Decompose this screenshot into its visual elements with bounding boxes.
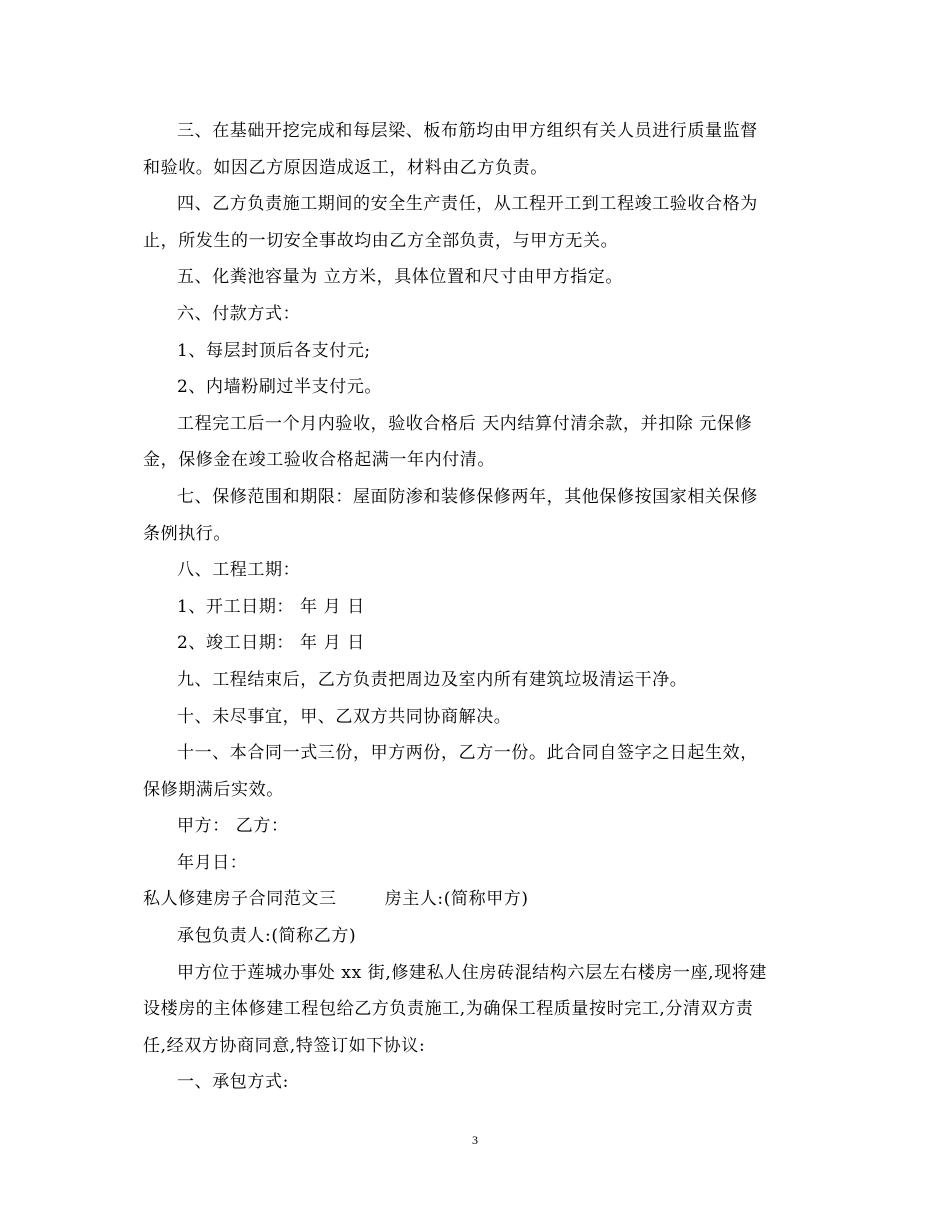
payment-settlement-line-1: 工程完工后一个月内验收，验收合格后 天内结算付清余款，并扣除 元保修 bbox=[177, 413, 753, 434]
intro-line-3: 任,经双方协商同意,特签订如下协议: bbox=[143, 1035, 426, 1056]
signature-date: 年月日： bbox=[177, 852, 248, 873]
clause-6-heading: 六、付款方式： bbox=[177, 303, 301, 324]
clause-5: 五、化粪池容量为 立方米，具体位置和尺寸由甲方指定。 bbox=[177, 267, 624, 288]
clause-3-line-1: 三、在基础开挖完成和每层梁、板布筋均由甲方组织有关人员进行质量监督 bbox=[177, 121, 758, 141]
clause-4-line-1: 四、乙方负责施工期间的安全生产责任，从工程开工到工程竣工验收合格为 bbox=[177, 194, 758, 215]
contractor-label: 承包负责人:(简称乙方) bbox=[177, 926, 357, 947]
section-title-line: 私人修建房子合同范文三 房主人:(简称甲方) bbox=[143, 889, 529, 910]
intro-line-2: 设楼房的主体修建工程包给乙方负责施工,为确保工程质量按时完工,分清双方责 bbox=[143, 999, 754, 1020]
clause-7-line-1: 七、保修范围和期限：屋面防渗和装修保修两年，其他保修按国家相关保修 bbox=[177, 486, 758, 507]
clause-9: 九、工程结束后，乙方负责把周边及室内所有建筑垃圾清运干净。 bbox=[177, 669, 688, 690]
payment-settlement-line-2: 金，保修金在竣工验收合格起满一年内付清。 bbox=[143, 450, 495, 471]
clause-3-line-2: 和验收。如因乙方原因造成返工，材料由乙方负责。 bbox=[143, 157, 548, 178]
document-body bbox=[143, 113, 803, 1101]
clause-1-heading: 一、承包方式: bbox=[177, 1072, 289, 1093]
payment-item-1: 1、每层封顶后各支付元; bbox=[177, 340, 371, 361]
clause-7-line-2: 条例执行。 bbox=[143, 523, 231, 544]
clause-4-line-2: 止，所发生的一切安全事故均由乙方全部负责，与甲方无关。 bbox=[143, 230, 619, 251]
signature-parties: 甲方： 乙方： bbox=[177, 816, 289, 837]
clause-8-heading: 八、工程工期： bbox=[177, 560, 301, 581]
payment-item-2: 2、内墙粉刷过半支付元。 bbox=[177, 377, 383, 398]
intro-line-1: 甲方位于莲城办事处 xx 街,修建私人住房砖混结构六层左右楼房一座,现将建 bbox=[177, 962, 767, 983]
completion-date: 2、竣工日期： 年 月 日 bbox=[177, 633, 365, 654]
start-date: 1、开工日期： 年 月 日 bbox=[177, 596, 365, 617]
clause-11-line-1: 十一、本合同一式三份，甲方两份，乙方一份。此合同自签字之日起生效， bbox=[177, 743, 758, 764]
clause-10: 十、未尽事宜，甲、乙双方共同协商解决。 bbox=[177, 706, 512, 727]
page-number: 3 bbox=[472, 1133, 478, 1147]
clause-11-line-2: 保修期满后实效。 bbox=[143, 779, 284, 800]
